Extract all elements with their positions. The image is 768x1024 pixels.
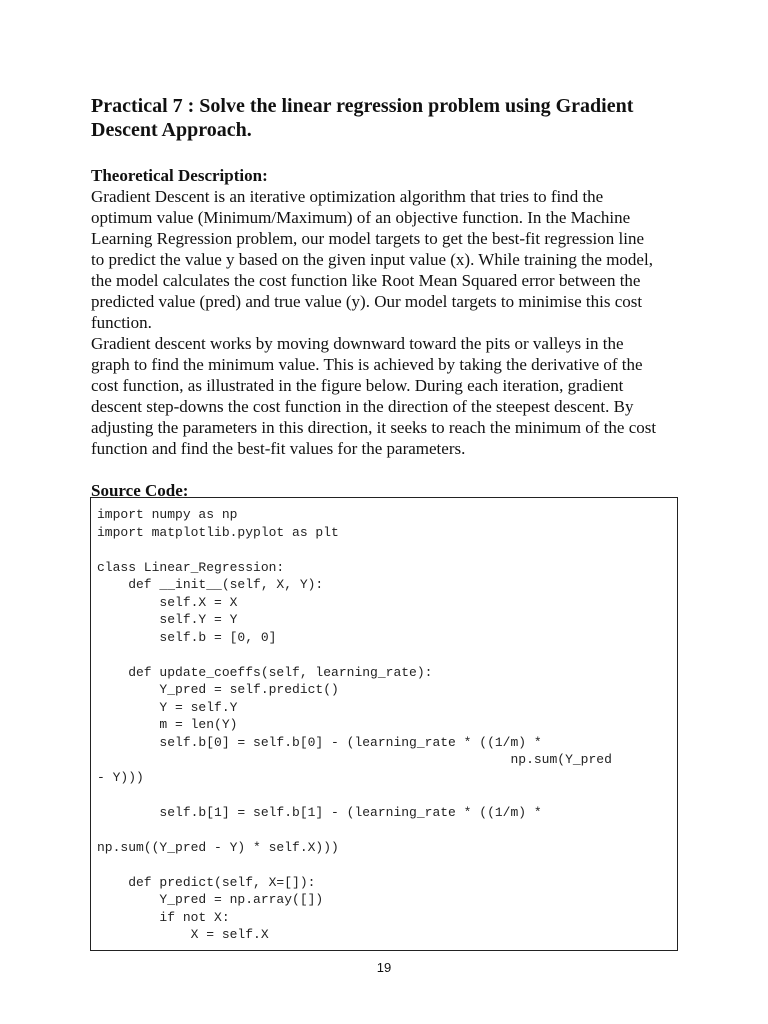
theory-line-11: descent step-downs the cost function in the direction of the steepest descent. By [91, 397, 634, 416]
theory-line-2: optimum value (Minimum/Maximum) of an objective function. In the Machine [91, 208, 631, 227]
title-line-2: Descent Approach. [91, 119, 252, 141]
theory-line-10: cost function, as illustrated in the figure below. During each iteration, gradient [91, 376, 624, 395]
source-code-heading: Source Code: [91, 481, 189, 500]
page-number: 19 [376, 960, 392, 975]
theory-line-13: function and find the best-fit values for the parameters. [91, 439, 466, 458]
theory-line-4: to predict the value y based on the given input value (x). While training the model, [91, 250, 653, 269]
title-line-1: Practical 7 : Solve the linear regression problem using Gradient [91, 95, 634, 117]
theory-line-1: Gradient Descent is an iterative optimization algorithm that tries to find the [91, 187, 604, 206]
practical-title [91, 94, 691, 142]
theory-line-7: function. [91, 313, 152, 332]
theoretical-description-body [91, 186, 691, 459]
source-code-block: import numpy as np import matplotlib.pyplot as plt class Linear_Regression: def __init__(self, X, Y): self.X = X self.Y = Y self.b = [0, 0] def update_coeffs(self, learning_rate): Y_pred = self.predict() Y = self.Y m = len(Y) self.b[0] = self.b[0] - (learning_rate * ((1/m) * np.sum(Y_pred - Y))) self.b[1] = self.b[1] - (learning_rate * ((1/m) * np.sum((Y_pred - Y) * self.X))) def predict(self, X=[]): Y_pred = np.array([]) if not X: X = self.X [97, 507, 612, 942]
theoretical-description-heading: Theoretical Description: [91, 166, 268, 185]
theory-line-6: predicted value (pred) and true value (y). Our model targets to minimise this cost [91, 292, 643, 311]
theory-line-12: adjusting the parameters in this direction, it seeks to reach the minimum of the cost [91, 418, 657, 437]
theory-line-8: Gradient descent works by moving downward toward the pits or valleys in the [91, 334, 624, 353]
source-code-box [90, 497, 678, 951]
theory-line-9: graph to find the minimum value. This is achieved by taking the derivative of the [91, 355, 643, 374]
theory-line-3: Learning Regression problem, our model targets to get the best-fit regression line [91, 229, 644, 248]
theory-line-5: the model calculates the cost function like Root Mean Squared error between the [91, 271, 641, 290]
